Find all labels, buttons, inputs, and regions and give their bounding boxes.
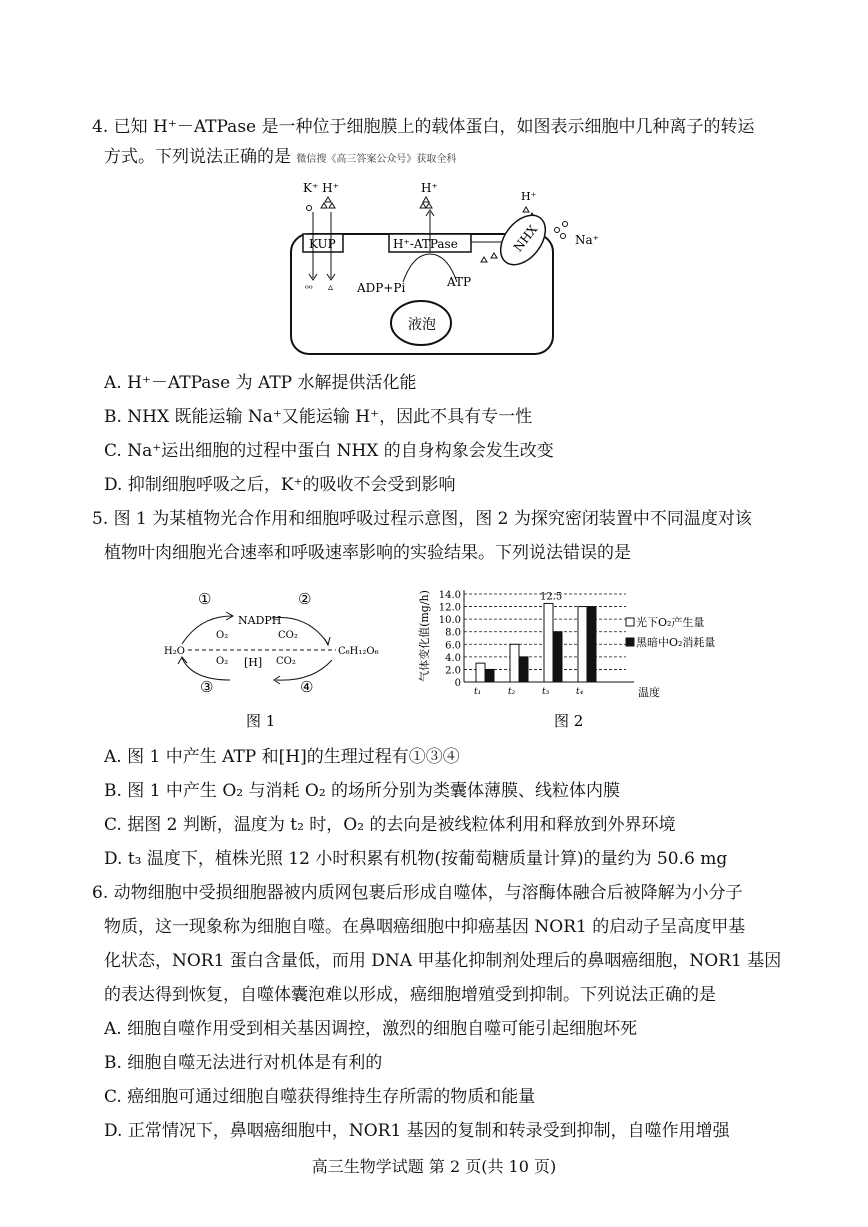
y-tick-label: 12.0: [438, 602, 461, 614]
legend-swatch: [626, 638, 634, 646]
y-tick-label: 0: [454, 678, 461, 689]
y-tick-label: 14.0: [438, 590, 461, 601]
nhx-label: NHX: [510, 222, 541, 255]
bar-dark-o2-consumption: [553, 632, 562, 682]
figure-2-caption: 图 2: [554, 712, 584, 730]
q5-stem-line1: 5. 图 1 为某植物光合作用和细胞呼吸过程示意图，图 2 为探究密闭装置中不同温度对该: [92, 509, 752, 529]
q6-stem-line2: 物质，这一现象称为细胞自噬。在鼻咽癌细胞中抑癌基因 NOR1 的启动子呈高度甲基: [104, 917, 746, 937]
y-tick-label: 4.0: [445, 652, 461, 664]
x-tick-label: t₂: [508, 687, 516, 697]
q5-option-a: A. 图 1 中产生 ATP 和[H]的生理过程有①③④: [104, 747, 460, 767]
bar-dark-o2-consumption: [485, 669, 494, 682]
o2-label-bottom: O₂: [216, 656, 229, 667]
q4-option-a: A. H⁺－ATPase 为 ATP 水解提供活化能: [104, 373, 417, 393]
y-tick-label: 6.0: [445, 640, 461, 652]
process-3: ③: [200, 678, 214, 696]
process-1: ①: [198, 590, 212, 608]
atpase-label: H⁺-ATPase: [393, 237, 458, 251]
atp-label: ATP: [447, 275, 472, 289]
bar-light-o2-production: [476, 663, 485, 682]
x-axis-label: 温度: [638, 686, 660, 699]
h-ion-icon: [321, 197, 335, 208]
co2-label-bottom: CO₂: [276, 656, 296, 667]
h-ion-top-icon: [420, 197, 432, 208]
data-label: 12.5: [540, 591, 563, 603]
page-footer: 高三生物学试题 第 2 页(共 10 页): [311, 1157, 557, 1176]
y-tick-label: 2.0: [445, 665, 461, 677]
q6-option-a: A. 细胞自噬作用受到相关基因调控，激烈的细胞自噬可能引起细胞坏死: [104, 1019, 638, 1039]
q6-stem-line3: 化状态，NOR1 蛋白含量低，而用 DNA 甲基化抑制剂处理后的鼻咽癌细胞，NOR1 基因: [104, 951, 782, 971]
q4-stem-line2: 方式。下列说法正确的是 微信搜《高三答案公众号》获取全科: [104, 147, 457, 167]
q5-option-c: C. 据图 2 判断，温度为 t₂ 时，O₂ 的去向是被线粒体利用和释放到外界环境: [104, 815, 676, 835]
watermark: 微信搜《高三答案公众号》获取全科: [296, 154, 457, 165]
label-na: Na⁺: [575, 233, 599, 247]
nadph-label: NADPH: [238, 614, 282, 627]
label-k-h: K⁺ H⁺: [303, 181, 339, 195]
process-4: ④: [300, 678, 314, 696]
q6-option-d: D. 正常情况下，鼻咽癌细胞中，NOR1 基因的复制和转录受到抑制，自噬作用增强: [104, 1121, 730, 1141]
label-h-top: H⁺: [421, 181, 438, 195]
label-h-right: H⁺: [521, 190, 537, 203]
x-tick-label: t₄: [576, 687, 584, 697]
k-ion-icon: [307, 206, 312, 211]
q4-option-c: C. Na⁺运出细胞的过程中蛋白 NHX 的自身构象会发生改变: [104, 441, 554, 461]
bar-dark-o2-consumption: [519, 657, 528, 682]
kup-label: KUP: [309, 237, 336, 251]
h2o-label: H₂O: [164, 646, 185, 657]
q4-stem-line1: 4. 已知 H⁺－ATPase 是一种位于细胞膜上的载体蛋白，如图表示细胞中几种离子的转运: [92, 117, 755, 137]
bar-light-o2-production: [578, 607, 587, 682]
q5-stem-line2: 植物叶肉细胞光合速率和呼吸速率影响的实验结果。下列说法错误的是: [104, 543, 631, 563]
figure-2-bar-chart: [412, 578, 792, 734]
x-tick-label: t₃: [542, 687, 550, 697]
svg-text:ᵒᵒ: ᵒᵒ: [305, 284, 313, 295]
figure-1-process: [160, 586, 379, 732]
figure-1-caption: 图 1: [246, 712, 276, 730]
q5-option-b: B. 图 1 中产生 O₂ 与消耗 O₂ 的场所分别为类囊体薄膜、线粒体内膜: [104, 781, 621, 801]
q6-stem-line4: 的表达得到恢复，自噬体囊泡难以形成，癌细胞增殖受到抑制。下列说法正确的是: [104, 985, 716, 1005]
bar-dark-o2-consumption: [587, 607, 596, 682]
x-tick-label: t₁: [474, 687, 482, 697]
q6-option-b: B. 细胞自噬无法进行对机体是有利的: [104, 1053, 383, 1073]
glucose-label: C₆H₁₂O₆: [338, 646, 379, 657]
o2-label-top: O₂: [216, 630, 229, 641]
co2-label-top: CO₂: [278, 630, 298, 641]
q4-option-d: D. 抑制细胞呼吸之后，K⁺的吸收不会受到影响: [104, 475, 456, 495]
h-label: [H]: [244, 656, 263, 669]
bar-light-o2-production: [510, 644, 519, 682]
q4-option-b: B. NHX 既能运输 Na⁺又能运输 H⁺，因此不具有专一性: [104, 407, 533, 427]
svg-text:▵: ▵: [328, 282, 334, 293]
y-axis-label: 气体变化值(mg/h): [418, 590, 431, 682]
q4-ion-transport-diagram: [285, 178, 605, 360]
legend-swatch: [626, 618, 634, 626]
q6-stem-line1: 6. 动物细胞中受损细胞器被内质网包裹后形成自噬体，与溶酶体融合后被降解为小分子: [92, 883, 743, 903]
legend-label: 黑暗中O₂消耗量: [636, 636, 716, 649]
q6-option-c: C. 癌细胞可通过细胞自噬获得维持生存所需的物质和能量: [104, 1087, 536, 1107]
bar-light-o2-production: [544, 603, 553, 682]
y-tick-label: 10.0: [438, 615, 461, 627]
q5-option-d: D. t₃ 温度下，植株光照 12 小时积累有机物(按葡萄糖质量计算)的量约为 50.6 mg: [104, 849, 728, 869]
y-tick-label: 8.0: [445, 627, 461, 639]
legend-label: 光下O₂产生量: [636, 616, 705, 629]
vacuole-label: 液泡: [408, 317, 436, 333]
adp-label: ADP+Pi: [357, 281, 406, 295]
process-2: ②: [298, 590, 312, 608]
